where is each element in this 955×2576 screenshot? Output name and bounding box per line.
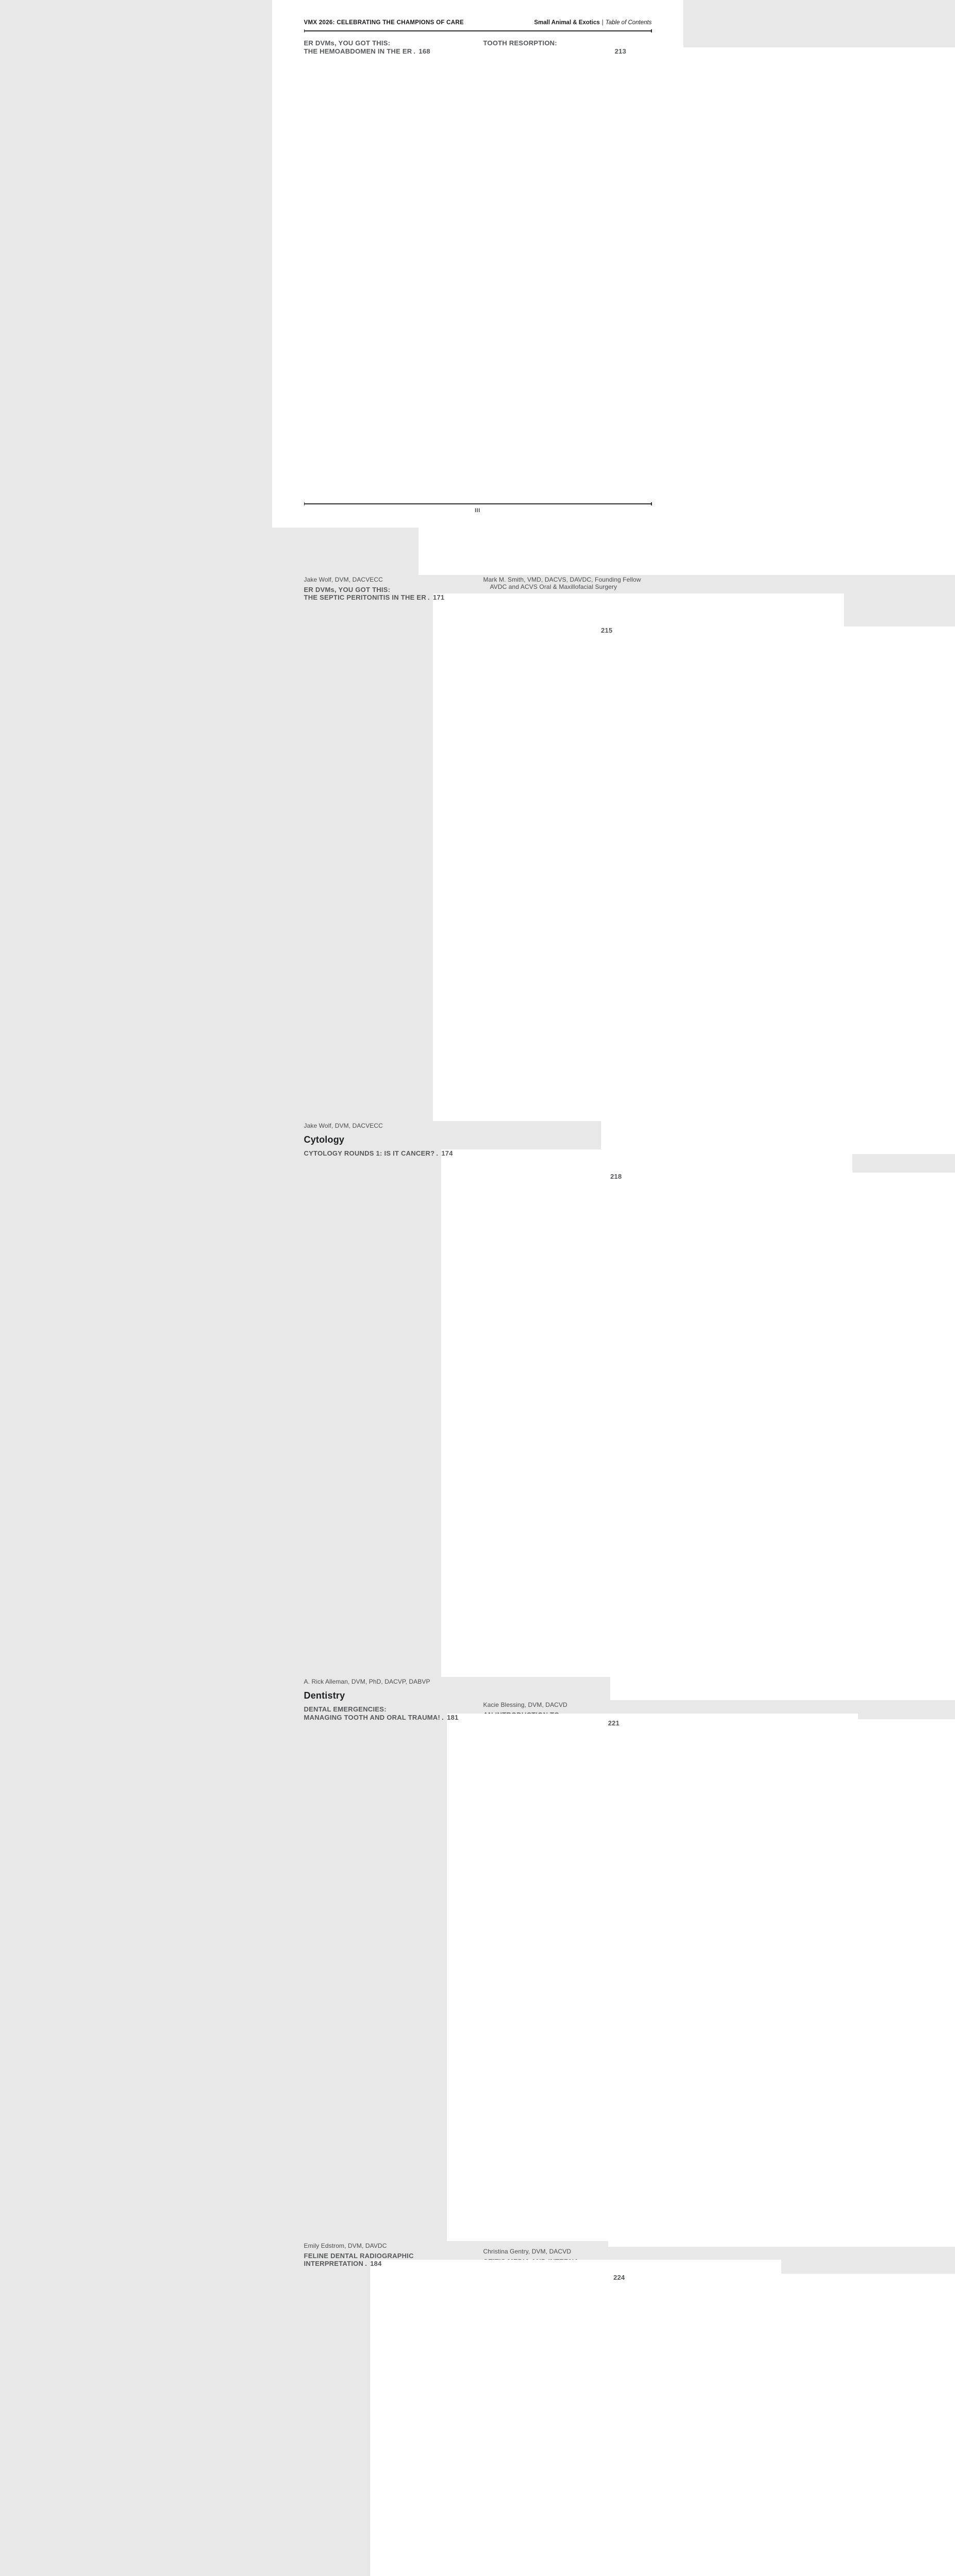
entry-author: Jake Wolf, DVM, DACVECC: [304, 576, 475, 583]
entry-page-number: 213: [615, 47, 955, 575]
entry-author: A. Rick Alleman, DVM, PhD, DACVP, DABVP: [304, 1678, 475, 1685]
entry-title-line: [304, 594, 475, 1121]
entry-page-number: 168: [418, 47, 830, 575]
toc-entry: [304, 586, 475, 1130]
conference-title: VMX 2026: CELEBRATING THE CHAMPIONS OF CARE: [304, 20, 464, 26]
section-heading: Dentistry: [304, 1690, 475, 1701]
toc-entry: [304, 39, 475, 583]
toc-page: [272, 0, 683, 528]
footer-rule: [304, 503, 652, 504]
section-heading: Cytology: [304, 1134, 475, 1145]
entry-page-number: 174: [441, 1149, 852, 1677]
entry-title-text: INTERPRETATION: [304, 2260, 364, 2268]
entry-author: Kacie Blessing, DVM, DACVD: [483, 1701, 651, 1708]
entry-title-text: THE SEPTIC PERITONITIS IN THE ER: [304, 594, 426, 602]
entry-page-number: 221: [608, 1719, 955, 2247]
entry-page-number: 218: [610, 1173, 955, 1700]
header-right: [534, 20, 651, 26]
folio-page-number: III: [272, 507, 683, 514]
entry-title-line: DENTAL EMERGENCIES:: [304, 1705, 475, 1714]
entry-title-text: MANAGING TOOTH AND ORAL TRAUMA!: [304, 1714, 441, 1722]
header-rule: [304, 30, 652, 31]
entry-title-text: CYTOLOGY ROUNDS 1: IS IT CANCER?: [304, 1149, 435, 1158]
dot-leader: [436, 1149, 440, 1158]
entry-title-line: ER DVMs, YOU GOT THIS:: [304, 39, 475, 47]
entry-page-number: 181: [447, 1714, 858, 2241]
toc-entry: [304, 2252, 475, 2576]
entry-author: Christina Gentry, DVM, DACVD: [483, 2248, 651, 2255]
entry-title-line: TOOTH RESORPTION:: [483, 39, 651, 47]
entry-title-line: [304, 1149, 475, 1677]
entry-author: Jake Wolf, DVM, DACVECC: [304, 1122, 475, 1129]
entry-title-line: FELINE DENTAL RADIOGRAPHIC: [304, 2252, 475, 2260]
entry-page-number: 184: [370, 2260, 781, 2576]
entry-page-number: 171: [433, 594, 844, 1121]
entry-author: Emily Edstrom, DVM, DAVDC: [304, 2242, 475, 2249]
entry-title-line: [304, 47, 475, 575]
entry-page-number: 224: [613, 2274, 955, 2576]
toc-column-left: [304, 39, 475, 2576]
track-name: Small Animal & Exotics: [534, 20, 599, 26]
toc-entry: [304, 1149, 475, 1685]
dot-leader: [365, 2260, 369, 2268]
entry-title-line: ER DVMs, YOU GOT THIS:: [304, 586, 475, 594]
entry-page-number: 215: [601, 626, 955, 1154]
dot-leader: [442, 1714, 446, 1722]
header-separator: |: [600, 20, 606, 26]
entry-author: Mark M. Smith, VMD, DACVS, DAVDC, Founding Fellow: [483, 576, 651, 583]
toc-content: [304, 39, 651, 2576]
dot-leader: [428, 594, 432, 602]
entry-author: AVDC and ACVS Oral & Maxillofacial Surgery: [483, 583, 651, 590]
entry-title-line: [304, 2260, 475, 2576]
page-header: [304, 20, 652, 26]
toc-entry: [304, 1705, 475, 2249]
page-type-label: Table of Contents: [606, 20, 652, 26]
dot-leader: [413, 47, 417, 56]
entry-title-line: [304, 1714, 475, 2241]
entry-title-text: THE HEMOABDOMEN IN THE ER: [304, 47, 412, 56]
